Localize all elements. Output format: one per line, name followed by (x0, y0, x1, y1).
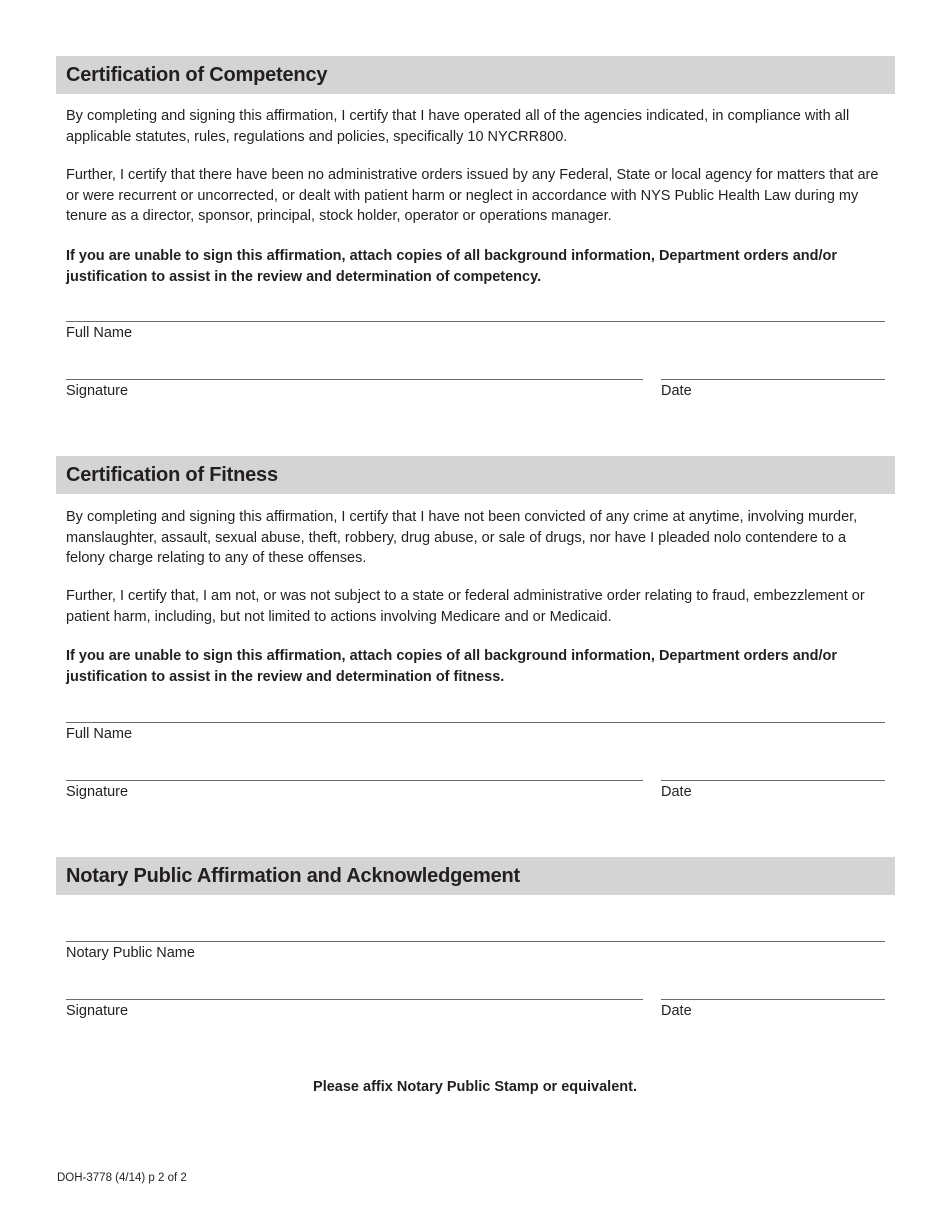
notary-section-header (56, 857, 895, 895)
competency-paragraph-2: Further, I certify that there have been no administrative orders issued by any Federal, State or local agency for matters that are or were recurrent or uncorrected, or dealt with patient harm or neglect in accordance with NYS Public Health Law during my tenure as a director, sponsor, principal, stock holder, operator or operations manager. (66, 167, 879, 224)
notary-signature-label: Signature (66, 1003, 129, 1019)
competency-signature-label: Signature (66, 383, 129, 399)
form-id-footer: DOH-3778 (4/14) p 2 of 2 (57, 1172, 187, 1184)
fitness-paragraph-2: Further, I certify that, I am not, or was not subject to a state or federal administrative order relating to fraud, embezzlement or patient harm, including, but not limited to actions involving Medicare and or Medicaid. (66, 588, 865, 625)
fitness-signature-label: Signature (66, 784, 129, 800)
fitness-full-name-label: Full Name (66, 726, 133, 742)
fitness-paragraph-1: By completing and signing this affirmation, I certify that I have not been convicted of any crime at anytime, involving murder, manslaughter, assault, sexual abuse, theft, robbery, drug abuse, or sale of drugs, nor have I pleaded nolo contendere to a felony charge relating to any of these offenses. (66, 509, 858, 566)
fitness-full-name-field[interactable] (66, 722, 885, 723)
competency-instruction: If you are unable to sign this affirmation, attach copies of all background information, Department orders and/or justification to assist in the review and determination of competency. (66, 248, 838, 285)
competency-paragraph-1: By completing and signing this affirmation, I certify that I have operated all of the agencies indicated, in compliance with all applicable statutes, rules, regulations and policies, specifically 10 NYCRR800. (66, 108, 850, 145)
competency-date-label: Date (661, 383, 692, 399)
notary-date-field[interactable] (661, 999, 885, 1000)
notary-section-title: Notary Public Affirmation and Acknowledgement (66, 864, 521, 887)
notary-name-field[interactable] (66, 941, 885, 942)
competency-section-header (56, 56, 895, 94)
competency-full-name-field[interactable] (66, 321, 885, 322)
fitness-date-field[interactable] (661, 780, 885, 781)
competency-full-name-label: Full Name (66, 325, 133, 341)
fitness-date-label: Date (661, 784, 692, 800)
competency-section-title: Certification of Competency (66, 63, 328, 86)
notary-name-label: Notary Public Name (66, 945, 195, 961)
fitness-section-header (56, 456, 895, 494)
notary-stamp-note: Please affix Notary Public Stamp or equivalent. (313, 1079, 637, 1095)
competency-date-field[interactable] (661, 379, 885, 380)
notary-signature-field[interactable] (66, 999, 643, 1000)
competency-signature-field[interactable] (66, 379, 643, 380)
notary-date-label: Date (661, 1003, 692, 1019)
fitness-section-title: Certification of Fitness (66, 463, 278, 486)
fitness-signature-field[interactable] (66, 780, 643, 781)
fitness-instruction: If you are unable to sign this affirmation, attach copies of all background information, Department orders and/or justification to assist in the review and determination of fitness. (66, 648, 838, 685)
